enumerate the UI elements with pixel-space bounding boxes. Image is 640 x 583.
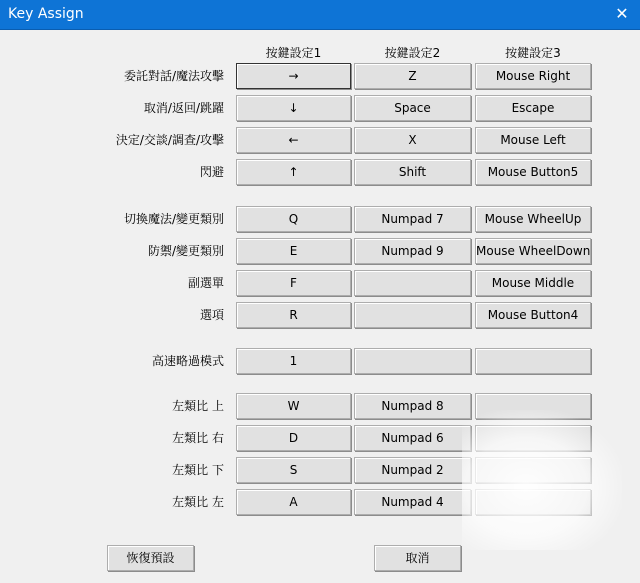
key3-fast-skip[interactable] <box>475 348 591 374</box>
key3-left-stick-down[interactable] <box>475 457 591 483</box>
key3-confirm-attack[interactable]: Mouse Left <box>475 127 591 153</box>
row-label-confirm-attack: 決定/交談/調查/攻擊 <box>115 133 224 147</box>
key1-dodge[interactable]: ↑ <box>236 159 351 185</box>
title-bar <box>0 0 640 30</box>
key1-magic-attack[interactable]: → <box>236 63 351 89</box>
close-icon[interactable]: ✕ <box>615 4 629 23</box>
key1-fast-skip[interactable]: 1 <box>236 348 351 374</box>
key3-submenu[interactable]: Mouse Middle <box>475 270 591 296</box>
key3-left-stick-up[interactable] <box>475 393 591 419</box>
key2-cancel-jump[interactable]: Space <box>354 95 471 121</box>
key3-options[interactable]: Mouse Button4 <box>475 302 591 328</box>
row-label-left-stick-down: 左類比 下 <box>172 463 224 477</box>
key1-submenu[interactable]: F <box>236 270 351 296</box>
key1-left-stick-up[interactable]: W <box>236 393 351 419</box>
key2-left-stick-right[interactable]: Numpad 6 <box>354 425 471 451</box>
column-header-3: 按鍵設定3 <box>505 46 561 60</box>
reset-defaults-button[interactable]: 恢復預設 <box>107 545 194 571</box>
key2-switch-magic[interactable]: Numpad 7 <box>354 206 471 232</box>
key2-submenu[interactable] <box>354 270 471 296</box>
row-label-cancel-jump: 取消/返回/跳躍 <box>143 101 224 115</box>
row-label-left-stick-left: 左類比 左 <box>172 495 224 509</box>
key1-left-stick-down[interactable]: S <box>236 457 351 483</box>
key1-left-stick-left[interactable]: A <box>236 489 351 515</box>
key1-cancel-jump[interactable]: ↓ <box>236 95 351 121</box>
key3-left-stick-left[interactable] <box>475 489 591 515</box>
key1-switch-magic[interactable]: Q <box>236 206 351 232</box>
key1-guard[interactable]: E <box>236 238 351 264</box>
row-label-left-stick-right: 左類比 右 <box>172 431 224 445</box>
row-label-dodge: 閃避 <box>199 165 224 179</box>
row-label-guard: 防禦/變更類別 <box>147 244 224 258</box>
column-header-2: 按鍵設定2 <box>384 46 441 60</box>
row-label-switch-magic: 切換魔法/變更類別 <box>123 212 224 226</box>
key2-guard[interactable]: Numpad 9 <box>354 238 471 264</box>
key3-switch-magic[interactable]: Mouse WheelUp <box>475 206 591 232</box>
key1-left-stick-right[interactable]: D <box>236 425 351 451</box>
key2-left-stick-down[interactable]: Numpad 2 <box>354 457 471 483</box>
key3-cancel-jump[interactable]: Escape <box>475 95 591 121</box>
key2-left-stick-left[interactable]: Numpad 4 <box>354 489 471 515</box>
row-label-magic-attack: 委託對話/魔法攻擊 <box>123 69 224 83</box>
key3-guard[interactable]: Mouse WheelDown <box>475 238 591 264</box>
row-label-fast-skip: 高速略過模式 <box>151 354 224 368</box>
key1-options[interactable]: R <box>236 302 351 328</box>
row-label-options: 選項 <box>199 308 224 322</box>
key2-options[interactable] <box>354 302 471 328</box>
row-label-left-stick-up: 左類比 上 <box>172 399 224 413</box>
key3-dodge[interactable]: Mouse Button5 <box>475 159 591 185</box>
key2-dodge[interactable]: Shift <box>354 159 471 185</box>
key2-fast-skip[interactable] <box>354 348 471 374</box>
column-header-1: 按鍵設定1 <box>265 46 322 60</box>
key2-magic-attack[interactable]: Z <box>354 63 471 89</box>
key1-confirm-attack[interactable]: ← <box>236 127 351 153</box>
window-title: Key Assign <box>8 6 84 22</box>
row-label-submenu: 副選單 <box>187 276 224 290</box>
key3-left-stick-right[interactable] <box>475 425 591 451</box>
key2-confirm-attack[interactable]: X <box>354 127 471 153</box>
key3-magic-attack[interactable]: Mouse Right <box>475 63 591 89</box>
cancel-button[interactable]: 取消 <box>374 545 461 571</box>
key2-left-stick-up[interactable]: Numpad 8 <box>354 393 471 419</box>
